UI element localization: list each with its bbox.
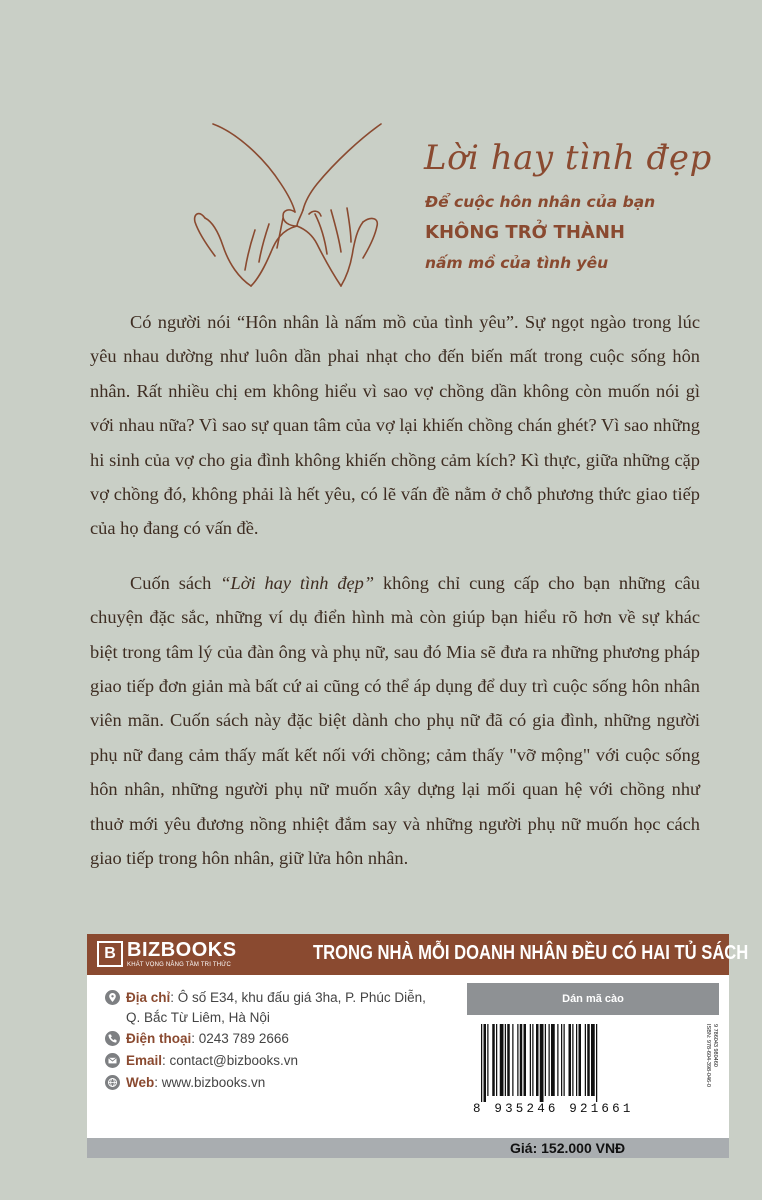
email-icon — [105, 1053, 120, 1068]
barcode-bar — [496, 1024, 497, 1096]
barcode-bar — [505, 1024, 506, 1096]
phone-row — [105, 1031, 289, 1046]
price-label: Giá: 152.000 VNĐ — [510, 1140, 626, 1156]
phone-value: : 0243 789 2666 — [191, 1031, 289, 1046]
scratch-code-area: Dán mã cào — [467, 983, 719, 1015]
publisher-footer — [87, 934, 749, 1138]
logo-name: BIZBOOKS — [127, 939, 237, 961]
isbn-vertical — [705, 1022, 719, 1102]
address-row — [105, 990, 426, 1005]
logo-mark: B — [97, 941, 123, 967]
barcode-bar — [585, 1024, 586, 1096]
location-pin-icon — [105, 990, 120, 1005]
globe-icon — [105, 1075, 120, 1090]
barcode-bar — [596, 1024, 597, 1102]
barcode-number: 8 935246 921661 — [473, 1102, 634, 1116]
barcode-bar — [549, 1024, 550, 1096]
barcode-bar — [576, 1024, 577, 1096]
barcode-bar — [492, 1024, 495, 1096]
paragraph-2-prefix: Cuốn sách — [130, 572, 221, 593]
web-label: Web — [126, 1075, 155, 1090]
barcode-bar — [481, 1024, 482, 1102]
barcode-bar — [557, 1024, 558, 1096]
barcode-bar — [579, 1024, 582, 1096]
paragraph-1: Có người nói “Hôn nhân là nấm mồ của tình yêu”. Sự ngọt ngào trong lúc yêu nhau dường như luôn dần phai nhạt cho đến biến mất trong cuộc sống hôn nhân. Rất nhiều chị em không hiểu vì sao vợ chồng dần không còn muốn nói gì với nhau nữa? Vì sao sự quan tâm của vợ lại khiến chồng chán ghét? Vì sao những hi sinh của vợ cho gia đình không khiến chồng cảm kích? Kì thực, giữa những cặp vợ chồng đó, không phải là hết yêu, có lẽ vấn đề nằm ở chỗ phương thức giao tiếp của họ đang có vấn đề. — [90, 312, 700, 539]
barcode-bar — [524, 1024, 527, 1096]
web-value: : www.bizbooks.vn — [154, 1075, 266, 1090]
subtitle-line-3: nấm mồ của tình yêu — [425, 254, 609, 272]
barcode-bar — [591, 1024, 595, 1096]
phone-icon — [105, 1031, 120, 1046]
paragraph-2-rest: không chỉ cung cấp cho bạn những câu chuyện đặc sắc, những ví dụ điển hình mà còn giúp bạn hiểu rõ hơn về sự khác biệt trong tâm lý của đàn ông và phụ nữ, sau đó Mia sẽ đưa ra những phương pháp giao tiếp đơn giản mà bất cứ ai cũng có thể áp dụng để duy trì cuộc sống hôn nhân viên mãn. Cuốn sách này đặc biệt dành cho phụ nữ đã có gia đình, những người phụ nữ đang cảm thấy mất kết nối với chồng; cảm thấy "vỡ mộng" với cuộc sống hôn nhân, những người phụ nữ muốn xây dựng lại mối quan hệ với chồng như thuở mới yêu đương nồng nhiệt đắm say và những người phụ nữ muốn học cách giao tiếp trong hôn nhân, giữ lửa hôn nhân. — [90, 572, 700, 869]
phone-label: Điện thoại — [126, 1031, 192, 1046]
barcode-bar — [517, 1024, 518, 1096]
address-line-2-row — [126, 1010, 270, 1025]
barcode-bar — [545, 1024, 546, 1096]
barcode-bar — [530, 1024, 531, 1096]
barcode-bar — [500, 1024, 504, 1096]
bizbooks-logo — [97, 939, 237, 971]
address-line-1: : Ô số E34, khu đấu giá 3ha, P. Phúc Diễn, — [170, 990, 426, 1005]
barcode-bar — [551, 1024, 555, 1096]
barcode-bar — [484, 1024, 487, 1102]
barcode-bar — [536, 1024, 539, 1096]
subtitle-line-1: Để cuộc hôn nhân của bạn — [425, 193, 656, 211]
publisher-slogan: TRONG NHÀ MỖI DOANH NHÂN ĐỀU CÓ HAI TỦ SÁCH — [313, 942, 749, 964]
barcode-bar — [512, 1024, 513, 1096]
web-row — [105, 1075, 265, 1090]
barcode-bar — [564, 1024, 565, 1096]
subtitle-line-2: KHÔNG TRỞ THÀNH — [425, 222, 625, 243]
barcode-bar — [532, 1024, 533, 1096]
barcode-bar — [572, 1024, 573, 1096]
barcode-bar — [569, 1024, 572, 1096]
paragraph-2 — [90, 566, 700, 876]
email-row — [105, 1053, 298, 1068]
isbn-text-2: 9 786043 980460 — [712, 1024, 718, 1067]
address-label: Địa chỉ — [126, 990, 171, 1005]
address-line-2: Q. Bắc Từ Liêm, Hà Nội — [126, 1010, 270, 1025]
holding-hands-icon — [185, 118, 415, 298]
isbn-text: ISBN: 978-604-398-046-0 — [705, 1024, 711, 1087]
barcode-bar — [520, 1024, 523, 1096]
logo-tagline: KHÁT VỌNG NÂNG TẦM TRI THỨC — [127, 962, 232, 968]
barcode — [467, 1022, 719, 1118]
barcode-bar — [540, 1024, 544, 1102]
barcode-bar — [561, 1024, 562, 1096]
footer-band — [87, 934, 749, 975]
book-title: Lời hay tình đẹp — [424, 138, 712, 178]
barcode-bar — [587, 1024, 590, 1096]
description — [90, 305, 700, 896]
email-value: : contact@bizbooks.vn — [162, 1053, 299, 1068]
barcode-bars — [467, 1022, 703, 1102]
barcode-bar — [487, 1024, 488, 1096]
email-label: Email — [126, 1053, 163, 1068]
book-title-inline: “Lời hay tình đẹp” — [220, 572, 375, 593]
price-bar — [87, 1138, 729, 1158]
barcode-bar — [507, 1024, 510, 1096]
